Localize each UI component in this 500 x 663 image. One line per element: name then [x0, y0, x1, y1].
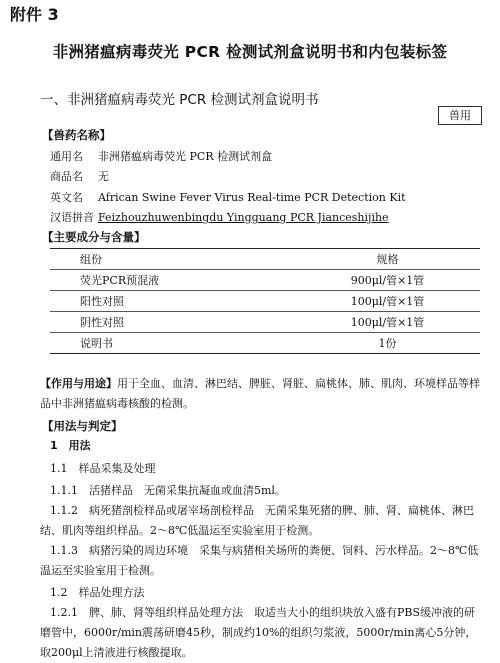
usage-header: 【作用与用途】	[40, 377, 117, 390]
table-cell: 说明书	[50, 333, 295, 354]
row-value: 无	[98, 170, 109, 183]
table-header-row	[50, 249, 480, 270]
table-cell: 1份	[295, 333, 480, 354]
method-item-1-1-1: 1.1.1 活猪样品 无菌采集抗凝血或血清5ml。	[50, 484, 286, 497]
name-row-english	[50, 189, 406, 205]
table-cell: 100μl/管×1管	[295, 291, 480, 312]
row-key: 通用名	[50, 150, 83, 163]
name-row-pinyin	[50, 209, 389, 225]
row-key: 英文名	[50, 191, 83, 204]
name-section-header: 【兽药名称】	[42, 128, 111, 142]
method-item-1-1-3: 1.1.3 病猪污染的周边环境 采集与病猪相关场所的粪便、饲料、污水样品。2～8℃低温运至实验室用于检测。	[40, 544, 479, 577]
method-item-1-2-1: 1.2.1 脾、肺、肾等组织样品处理方法 取适当大小的组织块放入盛有PBS缓冲液的研磨管中，6000r/min震荡研磨45秒，制成约10%的组织匀浆液，5000r/min离心5分钟，取200μl上清液进行核酸提取。	[40, 606, 477, 659]
column-header: 组份	[50, 249, 295, 270]
table-cell: 100μl/管×1管	[295, 312, 480, 333]
table-cell: 荧光PCR预混液	[50, 270, 295, 291]
section-title: 一、非洲猪瘟病毒荧光 PCR 检测试剂盒说明书	[40, 92, 319, 108]
column-header: 规格	[295, 249, 480, 270]
attachment-label: 附件 3	[10, 5, 59, 24]
table-cell: 阳性对照	[50, 291, 295, 312]
usage-paragraph	[40, 374, 480, 414]
method-heading-1-1: 1.1 样品采集及处理	[50, 462, 156, 475]
veterinary-badge: 兽用	[438, 106, 482, 125]
row-key: 汉语拼音	[50, 211, 94, 224]
method-section-header: 【用法与判定】	[42, 419, 123, 433]
method-item-1-1-2: 1.1.2 病死猪剖检样品或屠宰场剖检样品 无菌采集死猪的脾、肺、肾、扁桃体、淋巴结、肌肉等组织样品。2～8℃低温运至实验室用于检测。	[40, 504, 474, 537]
row-value: African Swine Fever Virus Real-time PCR Detection Kit	[98, 191, 406, 204]
table-row	[50, 270, 480, 291]
name-row-generic	[50, 148, 272, 164]
table-cell: 900μl/管×1管	[295, 270, 480, 291]
table-row	[50, 312, 480, 333]
usage-text: 用于全血、血清、淋巴结、脾脏、肾脏、扁桃体、肺、肌肉、环境样品等样品中非洲猪瘟病毒核酸的检测。	[40, 377, 480, 410]
table-cell: 阴性对照	[50, 312, 295, 333]
method-heading-1: 1 用法	[50, 439, 91, 452]
method-heading-1-2: 1.2 样品处理方法	[50, 586, 145, 599]
row-value: Feizhouzhuwenbingdu Yingguang PCR Jianceshijihe	[98, 211, 389, 224]
row-value: 非洲猪瘟病毒荧光 PCR 检测试剂盒	[98, 150, 273, 163]
row-key: 商品名	[50, 170, 83, 183]
components-table	[50, 248, 480, 354]
table-row	[50, 291, 480, 312]
table-row	[50, 333, 480, 354]
document-title: 非洲猪瘟病毒荧光 PCR 检测试剂盒说明书和内包装标签	[52, 43, 448, 61]
name-row-trade	[50, 168, 109, 184]
components-section-header: 【主要成分与含量】	[42, 230, 146, 244]
